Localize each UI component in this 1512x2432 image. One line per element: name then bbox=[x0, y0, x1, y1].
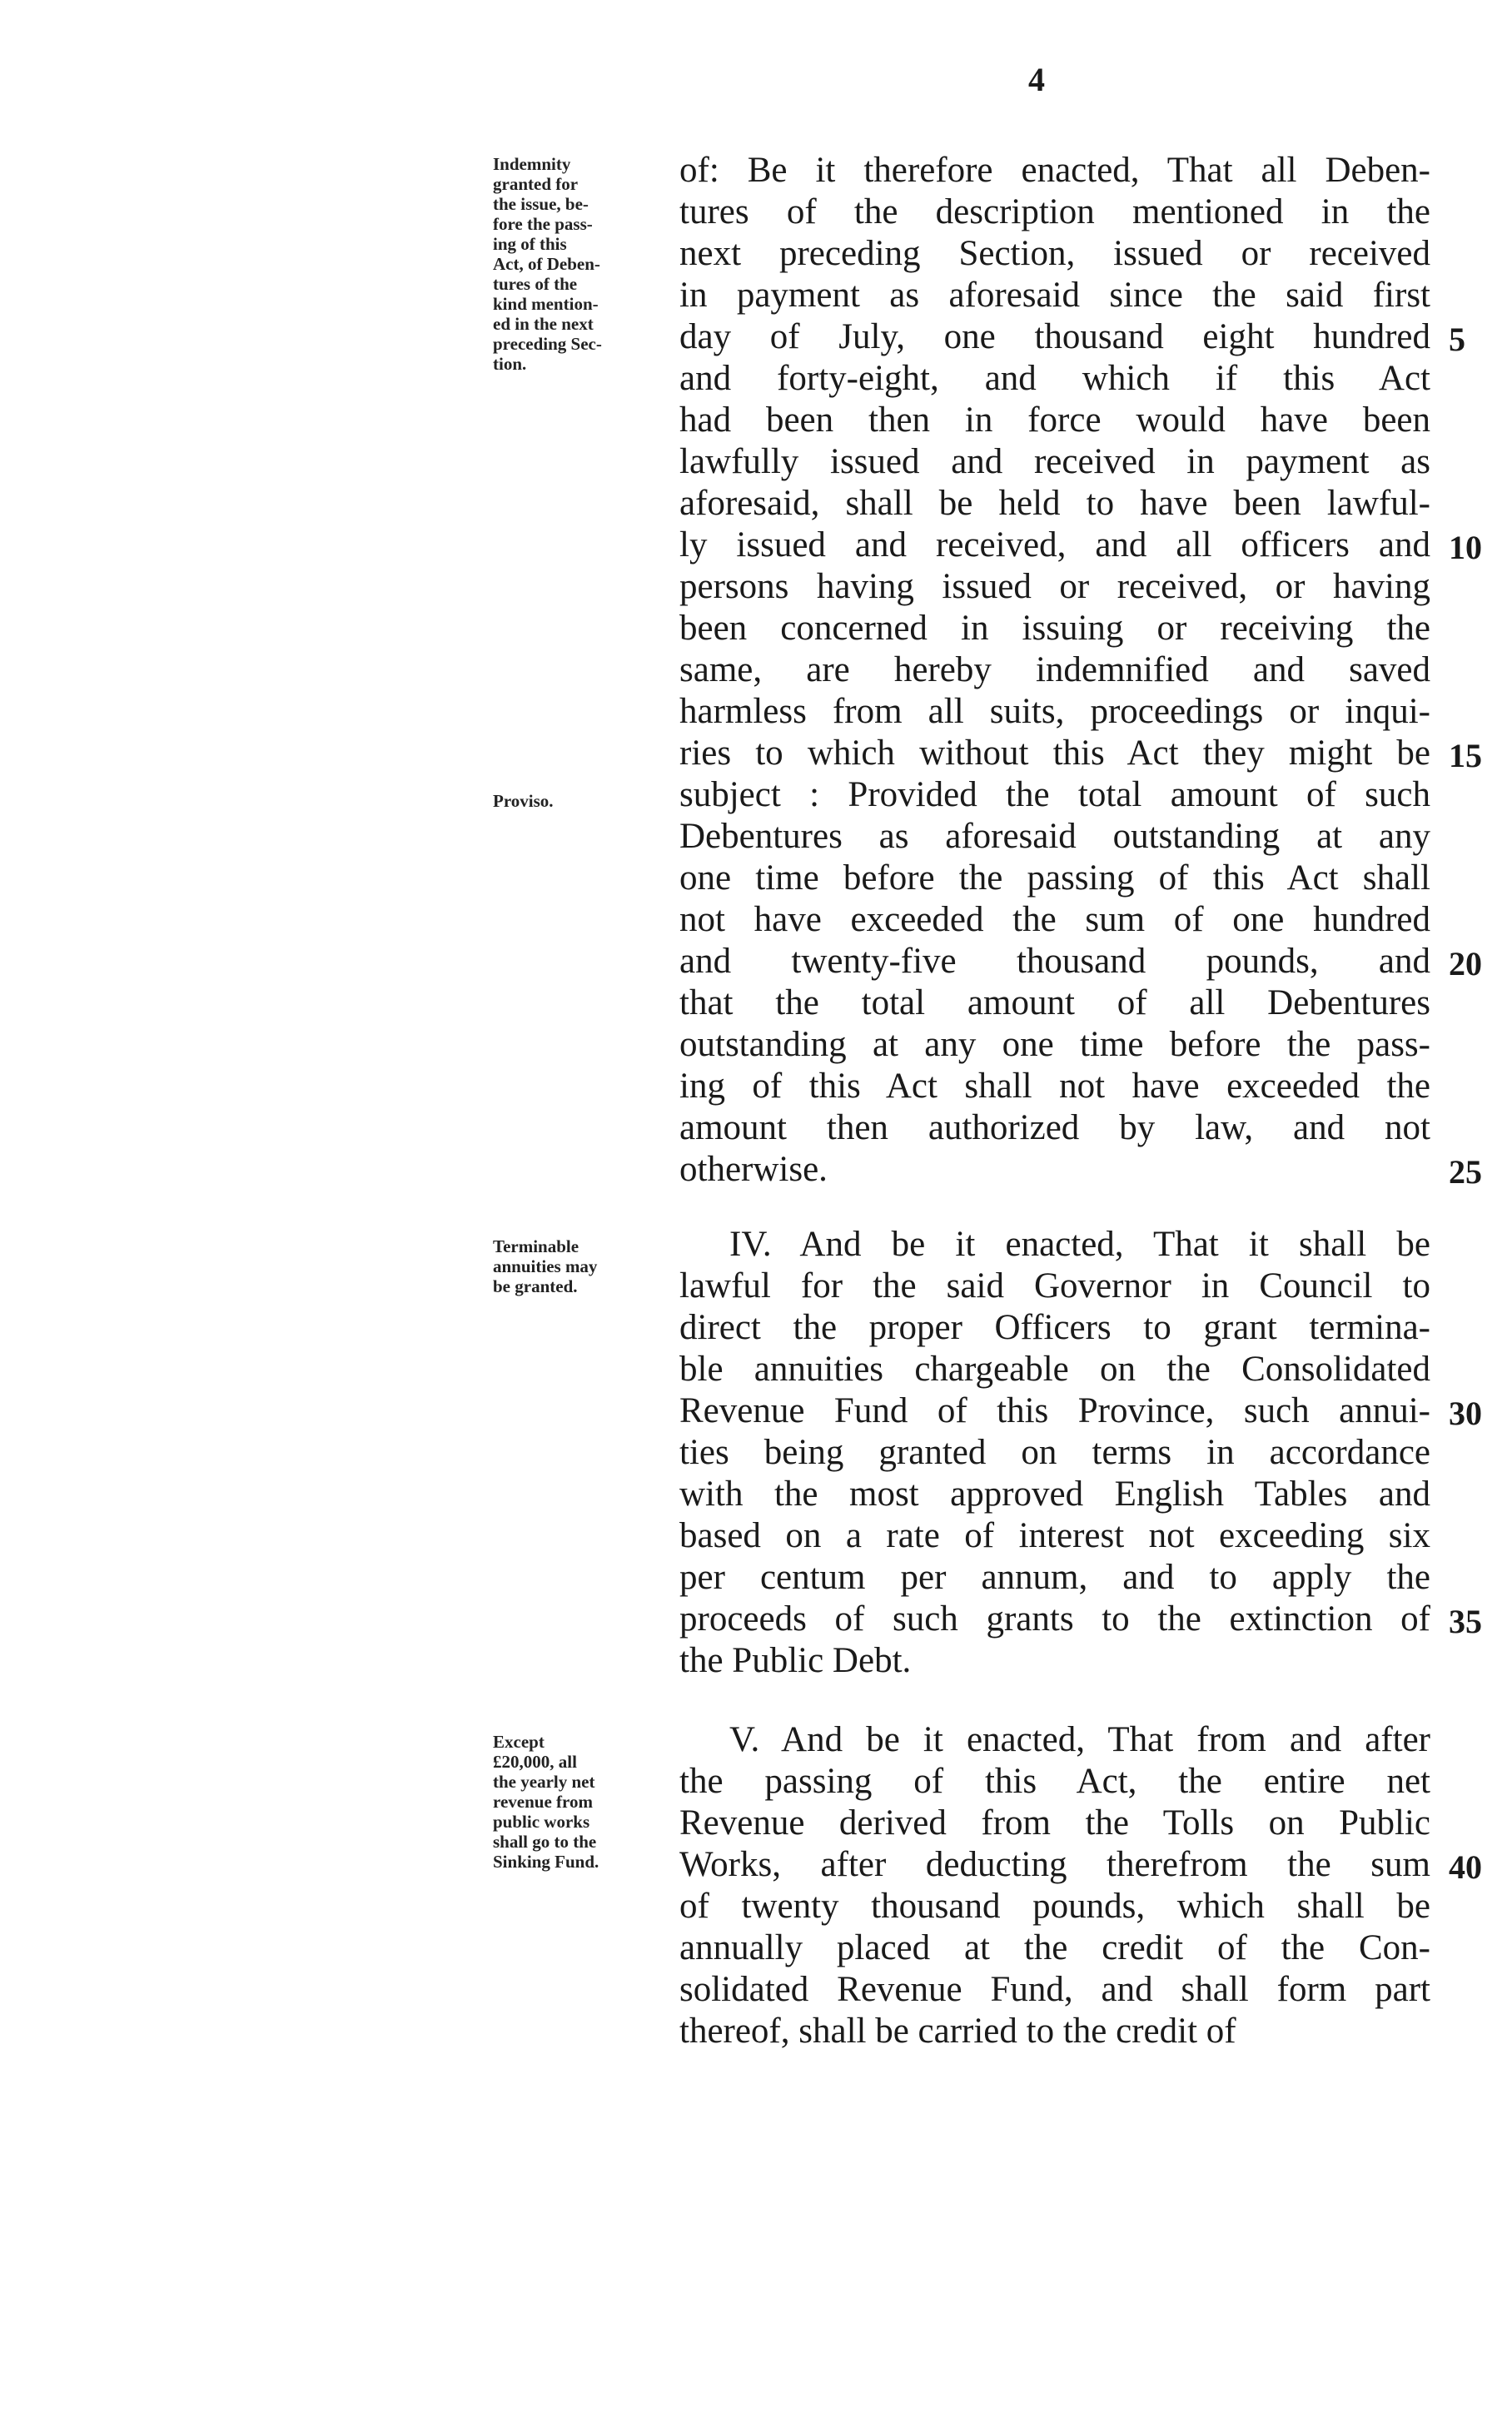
text-line: of: Be it therefore enacted, That all Deben- bbox=[679, 151, 1430, 190]
line-number: 30 bbox=[1449, 1395, 1482, 1432]
text-line: V. And be it enacted, That from and after bbox=[729, 1720, 1430, 1759]
margin-note-line: tures of the bbox=[493, 274, 578, 294]
line-number: 25 bbox=[1449, 1153, 1482, 1191]
line-number: 15 bbox=[1449, 737, 1482, 774]
margin-note-line: fore the pass- bbox=[493, 214, 593, 234]
text-line: otherwise. bbox=[679, 1150, 828, 1189]
line-number: 40 bbox=[1449, 1848, 1482, 1886]
text-line: same, are hereby indemnified and saved bbox=[679, 650, 1430, 689]
margin-note-line: Indemnity bbox=[493, 154, 571, 174]
text-line: tures of the description mentioned in the bbox=[679, 192, 1430, 231]
margin-note-line: public works bbox=[493, 1812, 590, 1832]
margin-note-line: annuities may bbox=[493, 1256, 598, 1276]
margin-note-line: Sinking Fund. bbox=[493, 1852, 599, 1872]
margin-note-line: granted for bbox=[493, 174, 579, 194]
text-line: had been then in force would have been bbox=[679, 400, 1430, 440]
text-line: proceeds of such grants to the extinction of bbox=[679, 1599, 1430, 1639]
text-line: persons having issued or received, or having bbox=[679, 567, 1430, 606]
margin-note-line: the yearly net bbox=[493, 1772, 595, 1792]
margin-note-line: Terminable bbox=[493, 1236, 579, 1256]
margin-note-line: Act, of Deben- bbox=[493, 254, 600, 274]
margin-note-sinking-fund bbox=[493, 1732, 668, 1872]
text-line: ties being granted on terms in accordance bbox=[679, 1433, 1430, 1472]
text-line: aforesaid, shall be held to have been lawful- bbox=[679, 484, 1430, 523]
line-number: 35 bbox=[1449, 1603, 1482, 1640]
margin-note-line: ing of this bbox=[493, 234, 567, 254]
text-line: ries to which without this Act they might be bbox=[679, 734, 1430, 773]
text-line: with the most approved English Tables and bbox=[679, 1475, 1430, 1514]
text-line: solidated Revenue Fund, and shall form part bbox=[679, 1970, 1430, 2009]
margin-note-indemnity bbox=[493, 154, 668, 374]
margin-note-line: Proviso. bbox=[493, 791, 554, 811]
margin-note-terminable-annuities bbox=[493, 1236, 668, 1296]
text-line: annually placed at the credit of the Con- bbox=[679, 1928, 1430, 1967]
text-line: per centum per annum, and to apply the bbox=[679, 1558, 1430, 1597]
margin-note-line: £20,000, all bbox=[493, 1752, 577, 1772]
margin-note-line: tion. bbox=[493, 354, 527, 374]
text-line: thereof, shall be carried to the credit of bbox=[679, 2012, 1236, 2051]
text-line: and forty-eight, and which if this Act bbox=[679, 359, 1430, 398]
text-line: lawfully issued and received in payment as bbox=[679, 442, 1430, 481]
margin-note-line: be granted. bbox=[493, 1276, 578, 1296]
text-line: ing of this Act shall not have exceeded the bbox=[679, 1067, 1430, 1106]
margin-note-line: the issue, be- bbox=[493, 194, 589, 214]
text-line: ly issued and received, and all officers and bbox=[679, 525, 1430, 564]
text-line: Revenue derived from the Tolls on Public bbox=[679, 1803, 1430, 1843]
text-line: day of July, one thousand eight hundred bbox=[679, 317, 1430, 356]
line-number: 20 bbox=[1449, 945, 1482, 982]
text-line: ble annuities chargeable on the Consolidated bbox=[679, 1350, 1430, 1389]
text-line: next preceding Section, issued or received bbox=[679, 234, 1430, 273]
margin-note-line: ed in the next bbox=[493, 314, 594, 334]
text-line: subject : Provided the total amount of such bbox=[679, 775, 1430, 814]
text-line: that the total amount of all Debentures bbox=[679, 983, 1430, 1022]
text-line: direct the proper Officers to grant termina- bbox=[679, 1308, 1430, 1347]
text-line: the passing of this Act, the entire net bbox=[679, 1762, 1430, 1801]
text-line: Debentures as aforesaid outstanding at any bbox=[679, 817, 1430, 856]
text-line: IV. And be it enacted, That it shall be bbox=[729, 1225, 1430, 1264]
text-line: lawful for the said Governor in Council to bbox=[679, 1266, 1430, 1306]
text-line: and twenty-five thousand pounds, and bbox=[679, 942, 1430, 981]
text-line: not have exceeded the sum of one hundred bbox=[679, 900, 1430, 939]
text-line: outstanding at any one time before the pass- bbox=[679, 1025, 1430, 1064]
margin-note-line: Except bbox=[493, 1732, 545, 1752]
text-line: Works, after deducting therefrom the sum bbox=[679, 1845, 1430, 1884]
text-line: of twenty thousand pounds, which shall be bbox=[679, 1887, 1430, 1926]
text-line: amount then authorized by law, and not bbox=[679, 1108, 1430, 1147]
text-line: one time before the passing of this Act shall bbox=[679, 858, 1430, 898]
margin-note-line: preceding Sec- bbox=[493, 334, 602, 354]
page-number: 4 bbox=[1028, 61, 1045, 98]
text-line: been concerned in issuing or receiving the bbox=[679, 609, 1430, 648]
line-number: 10 bbox=[1449, 529, 1482, 566]
margin-note-proviso bbox=[493, 791, 668, 811]
margin-note-line: kind mention- bbox=[493, 294, 599, 314]
text-line: Revenue Fund of this Province, such annui- bbox=[679, 1391, 1430, 1430]
text-line: the Public Debt. bbox=[679, 1641, 912, 1680]
margin-note-line: revenue from bbox=[493, 1792, 593, 1812]
text-line: harmless from all suits, proceedings or inqui- bbox=[679, 692, 1430, 731]
text-line: in payment as aforesaid since the said first bbox=[679, 276, 1430, 315]
line-number: 5 bbox=[1449, 321, 1465, 358]
text-line: based on a rate of interest not exceeding six bbox=[679, 1516, 1430, 1555]
margin-note-line: shall go to the bbox=[493, 1832, 597, 1852]
